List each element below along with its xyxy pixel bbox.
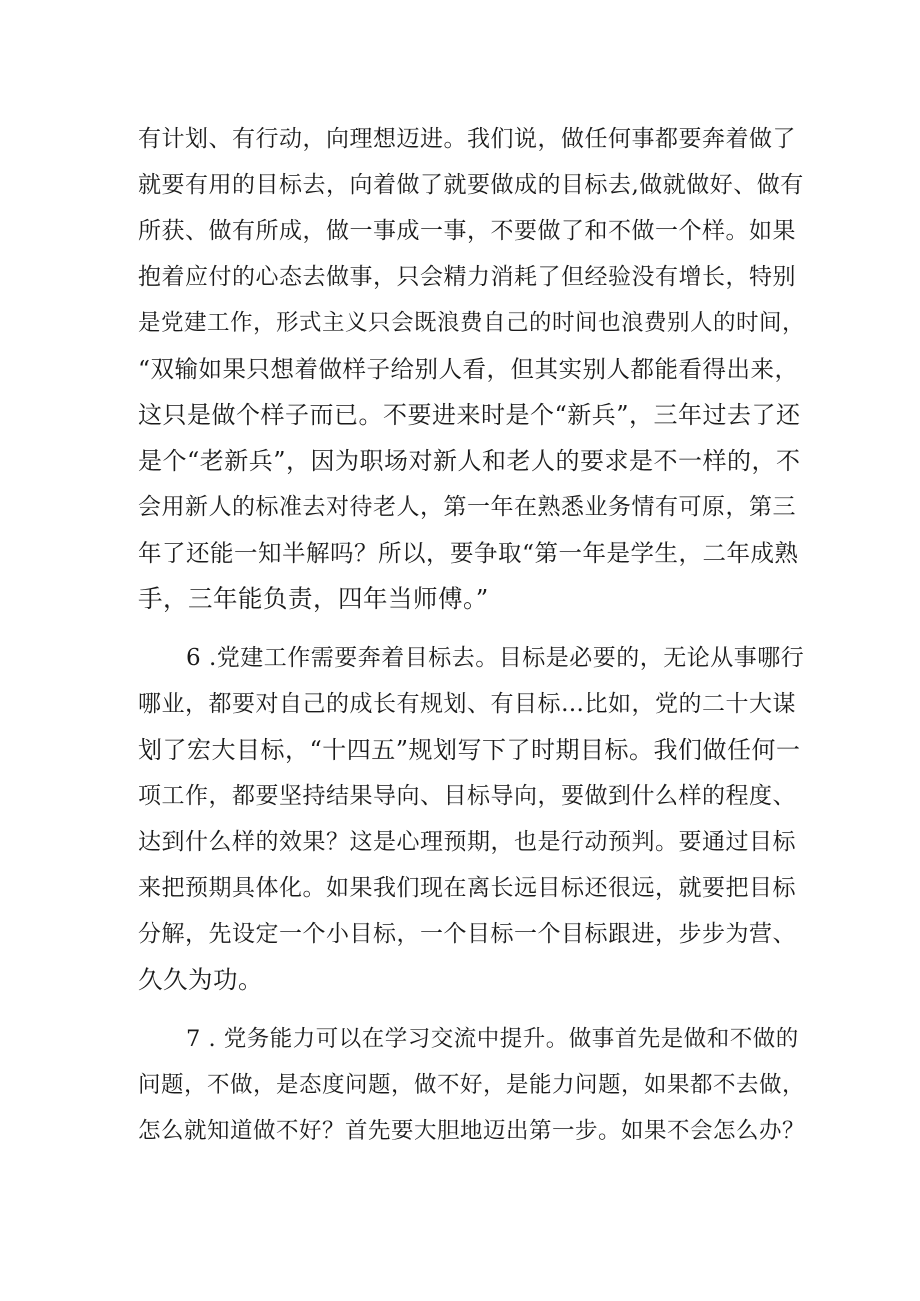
text-line: 所获、做有所成，做一事成一事，不要做了和不做一个样。如果 (138, 218, 796, 244)
text-line: 6 .党建工作需要奔着目标去。目标是必要的，无论从事哪行 (186, 645, 805, 671)
text-line: 划了宏大目标，“十四五”规划写下了时期目标。我们做任何一 (138, 736, 801, 764)
text-line: 年了还能一知半解吗？所以，要争取“第一年是学生，二年成熟 (138, 539, 799, 567)
text-line: 来把预期具体化。如果我们现在离长远目标还很远，就要把目标 (138, 875, 796, 901)
text-line: “双输如果只想着做样子给别人看，但其实别人都能看得出来， (138, 355, 799, 383)
text-line: 分解，先设定一个小目标，一个目标一个目标跟进，步步为营、 (138, 921, 796, 947)
text-line: 这只是做个样子而已。不要进来时是个“新兵”，三年过去了还 (138, 401, 801, 429)
text-line: 有计划、有行动，向理想迈进。我们说，做任何事都要奔着做了 (138, 126, 796, 152)
text-line: 哪业，都要对自己的成长有规划、有目标…比如，党的二十大谋 (138, 691, 796, 717)
text-line: 就要有用的目标去，向着做了就要做成的目标去,做就做好、做有 (138, 172, 804, 198)
text-line: 会用新人的标准去对待老人，第一年在熟悉业务情有可原，第三 (138, 494, 796, 520)
text-line: 手，三年能负责，四年当师傅。” (138, 584, 489, 613)
text-line: 项工作，都要坚持结果导向、目标导向，要做到什么样的程度、 (138, 783, 796, 809)
text-line: 是个“老新兵”，因为职场对新人和老人的要求是不一样的，不 (138, 447, 801, 475)
text-line: 达到什么样的效果？这是心理预期，也是行动预判。要通过目标 (138, 829, 796, 855)
text-line: 是党建工作，形式主义只会既浪费自己的时间也浪费别人的时间， (138, 310, 806, 336)
text-line: 问题，不做，是态度问题，做不好，是能力问题，如果都不去做， (138, 1072, 806, 1098)
text-line: 7 . 党务能力可以在学习交流中提升。做事首先是做和不做的 (186, 1026, 799, 1052)
text-line: 怎么就知道做不好？首先要大胆地迈出第一步。如果不会怎么办？ (138, 1118, 806, 1144)
text-line: 抱着应付的心态去做事，只会精力消耗了但经验没有增长，特别 (138, 264, 796, 290)
text-line: 久久为功。 (138, 965, 263, 994)
